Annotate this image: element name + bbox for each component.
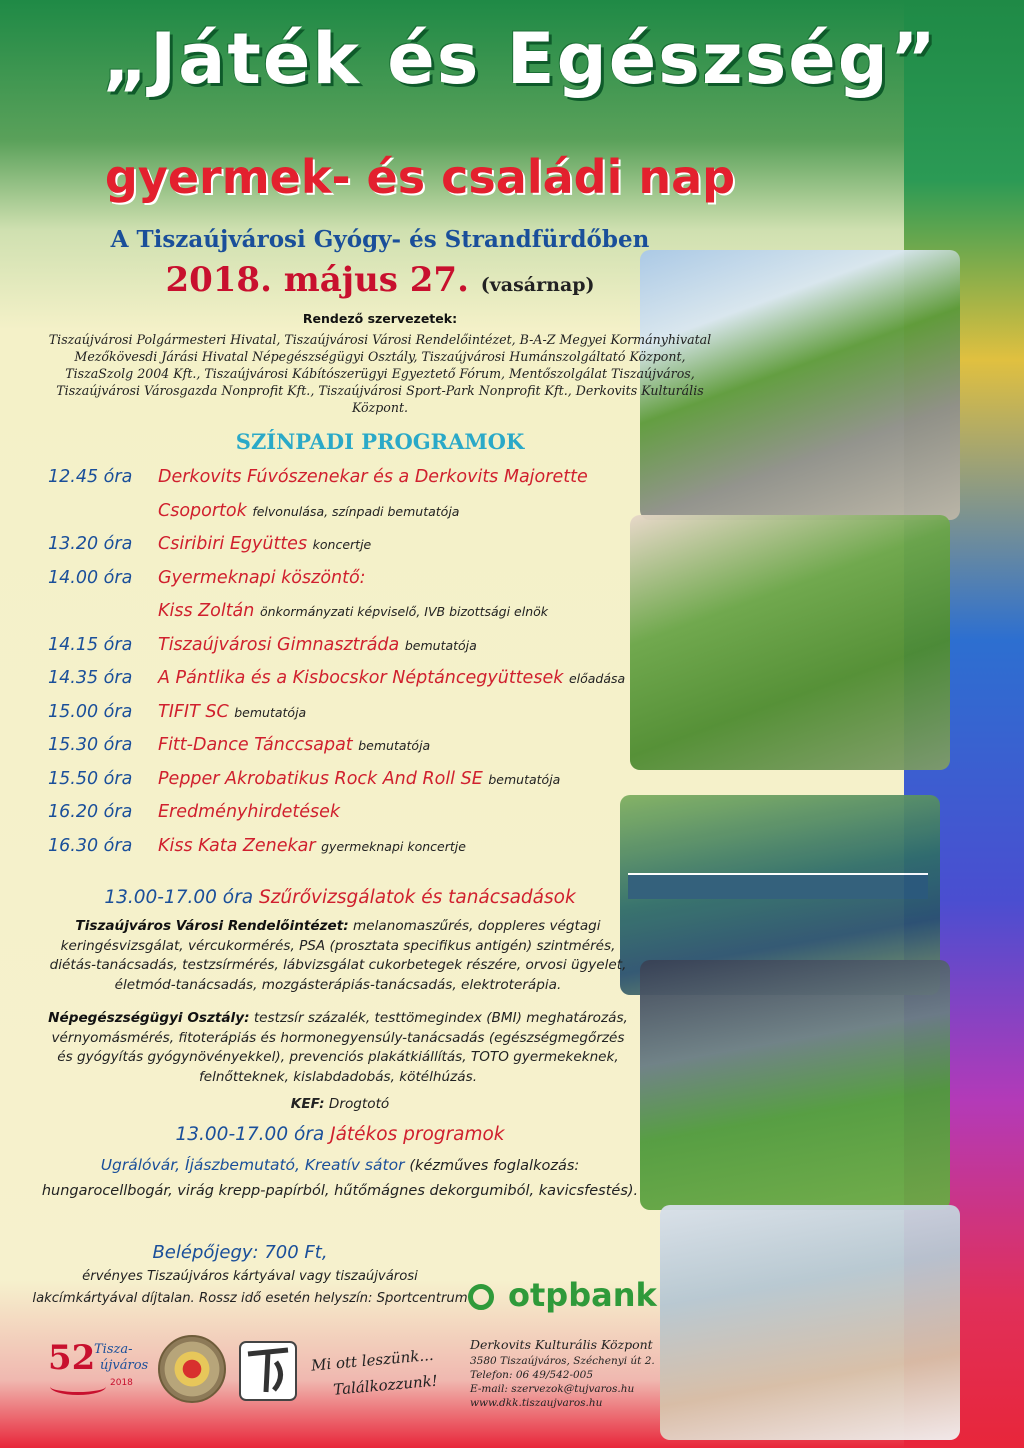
schedule-row	[48, 664, 648, 698]
swoosh-icon	[50, 1378, 106, 1395]
schedule-time: 16.20 óra	[48, 802, 133, 822]
schedule-act: Derkovits Fúvószenekar és a Derkovits Majorette	[158, 467, 588, 487]
anniversary-logo	[48, 1338, 148, 1400]
games-details: hungarocellbogár, virág krepp-papírból, hűtőmágnes dekorgumiból, kavicsfestés).	[41, 1183, 639, 1199]
schedule-time: 15.50 óra	[48, 768, 133, 789]
schedule-row	[48, 832, 648, 866]
schedule-act: Pepper Akrobatikus Rock And Roll SE bemutatója	[158, 768, 561, 789]
organizers-list: Tiszaújvárosi Polgármesteri Hivatal, Tiszaújvárosi Városi Rendelőintézet, B-A-Z Megyei Kormányhivatal Mezőkövesdi Járási Hivatal Népegészségügyi Osztály, Tiszaújvárosi Humánszolgáltató Központ, TiszaSzolg 2004 Kft., Tiszaújvárosi Kábítószerügyi Egyeztető Fórum, Mentőszolgálat Tiszaújváros, Tiszaújvárosi Városgazda Nonprofit Kft., Tiszaújvárosi Sport-Park Nonprofit Kft., Derkovits Kulturális Központ.	[48, 332, 712, 415]
poster-title: „Játék és Egészség”	[102, 18, 938, 100]
slogan	[310, 1340, 464, 1405]
schedule-row	[48, 631, 648, 665]
organizers-heading: Rendező szervezetek:	[302, 311, 458, 326]
contact-address: 3580 Tiszaújváros, Széchenyi út 2.	[470, 1355, 655, 1367]
schedule-act: Kiss Kata Zenekar gyermeknapi koncertje	[158, 835, 466, 856]
contact-phone: Telefon: 06 49/542-005	[470, 1369, 594, 1381]
schedule-time: 14.00 óra	[48, 567, 133, 588]
games-time: 13.00-17.00 óra	[175, 1124, 325, 1145]
slogan-line2: Találkozzunk!	[332, 1371, 439, 1399]
anniversary-line2: újváros	[100, 1358, 149, 1373]
schedule-act: Tiszaújvárosi Gimnasztráda bemutatója	[158, 634, 477, 655]
public-health-services	[48, 1009, 628, 1087]
schedule-act: Gyermeknapi köszöntő:	[158, 567, 366, 588]
schedule-row	[48, 731, 648, 765]
kef-text: Drogtotó	[328, 1096, 390, 1112]
schedule-row	[48, 597, 648, 631]
schedule-act: Fitt-Dance Tánccsapat bemutatója	[158, 735, 431, 755]
schedule-act: Kiss Zoltán önkormányzati képviselő, IVB bizottsági elnök	[158, 601, 549, 621]
kef-label: KEF:	[290, 1096, 325, 1112]
contact-block	[470, 1336, 670, 1410]
anniversary-year: 2018	[110, 1378, 133, 1388]
schedule-time: 14.35 óra	[48, 668, 133, 688]
day-of-week: (vasárnap)	[480, 274, 595, 296]
schedule-time: 14.15 óra	[48, 634, 133, 655]
schedule-act: Csoportok felvonulása, színpadi bemutatója	[158, 500, 460, 521]
schedule-row	[48, 564, 648, 598]
schedule-row	[48, 798, 648, 832]
schedule-row	[48, 765, 648, 799]
anniversary-number: 52	[48, 1338, 96, 1378]
games-title: Játékos programok	[330, 1124, 505, 1145]
games-heading	[40, 1124, 640, 1145]
schedule-time: 13.20 óra	[48, 534, 133, 554]
schedule-row	[48, 698, 648, 732]
contact-name: Derkovits Kulturális Központ	[470, 1337, 653, 1352]
schedule-time: 12.45 óra	[48, 467, 133, 487]
clinic-text: melanomaszűrés, doppleres végtagi keringésvizsgálat, vércukormérés, PSA (prosztata specifikus antigén) szintmérés, diétás-tanácsadás, testzsírmérés, lábvizsgálat cukorbetegek részére, orvosi ügyelet, életmód-tanácsadás, mozgásterápiás-tanácsadás, elektroterápia.	[49, 918, 627, 993]
photo-collage	[620, 240, 950, 1440]
city-seal-icon	[158, 1335, 226, 1403]
photo-craft-tent	[660, 1205, 960, 1440]
schedule-act: Eredményhirdetések	[158, 802, 341, 822]
ticket-info: érvényes Tiszaújváros kártyával vagy tiszaújvárosi lakcímkártyával díjtalan. Rossz idő esetén helyszín: Sportcentrum	[32, 1269, 468, 1306]
screening-title: Szűrővizsgálatok és tanácsadások	[258, 887, 576, 908]
games-details-open: (kézműves foglalkozás:	[409, 1158, 580, 1174]
ticket-price: Belépőjegy: 700 Ft,	[152, 1242, 328, 1263]
schedule-row	[48, 463, 648, 497]
clinic-label: Tiszaújváros Városi Rendelőintézet:	[75, 918, 349, 934]
schedule-time: 15.00 óra	[48, 701, 133, 722]
kef-line	[40, 1096, 640, 1112]
table-tennis-table	[628, 873, 928, 899]
public-health-text: testzsír százalék, testtömegindex (BMI) meghatározás, vérnyomásmérés, fitoterápiás és hormonegyensúly-tanácsadás (egészségmegőrzés és gyógyítás gyógynövényekkel), prevenciós plakátkiállítás, TOTO gyermekeknek, felnőtteknek, kislabdadobás, kötélhúzás.	[51, 1010, 628, 1085]
games-items	[40, 1156, 640, 1174]
date-text: 2018. május 27.	[165, 260, 469, 300]
otpbank-logo	[468, 1276, 657, 1322]
event-date	[40, 260, 720, 300]
games-list: Ugrálóvár, Íjászbemutató, Kreatív sátor	[100, 1156, 405, 1174]
schedule-row	[48, 497, 648, 531]
poster-subtitle: gyermek- és családi nap	[104, 150, 736, 204]
photo-dancing-children	[640, 960, 950, 1210]
schedule-act: A Pántlika és a Kisbocskor Néptáncegyüttesek előadása	[158, 668, 626, 688]
screening-time: 13.00-17.00 óra	[104, 887, 254, 908]
clinic-services	[48, 917, 628, 995]
dkk-logo-icon	[238, 1340, 298, 1402]
venue: A Tiszaújvárosi Gyógy- és Strandfürdőben	[110, 226, 650, 253]
schedule-row	[48, 530, 648, 564]
anniversary-line1: Tisza-	[94, 1342, 133, 1357]
contact-web: www.dkk.tiszaujvaros.hu	[470, 1397, 603, 1409]
otp-ring-icon	[468, 1284, 494, 1310]
schedule-time: 16.30 óra	[48, 835, 133, 856]
public-health-label: Népegészségügyi Osztály:	[48, 1010, 250, 1026]
otp-wordmark: otpbank	[508, 1276, 657, 1314]
screening-heading	[40, 887, 640, 908]
schedule-act: TIFIT SC bemutatója	[158, 701, 307, 722]
stage-schedule	[48, 463, 648, 865]
stage-programs-heading: SZÍNPADI PROGRAMOK	[235, 429, 525, 454]
contact-email: E-mail: szervezok@tujvaros.hu	[470, 1383, 635, 1395]
photo-children-activity	[630, 515, 950, 770]
schedule-act: Csiribiri Együttes koncertje	[158, 534, 372, 554]
slogan-line1: Mi ott leszünk...	[310, 1345, 435, 1375]
schedule-time: 15.30 óra	[48, 735, 133, 755]
